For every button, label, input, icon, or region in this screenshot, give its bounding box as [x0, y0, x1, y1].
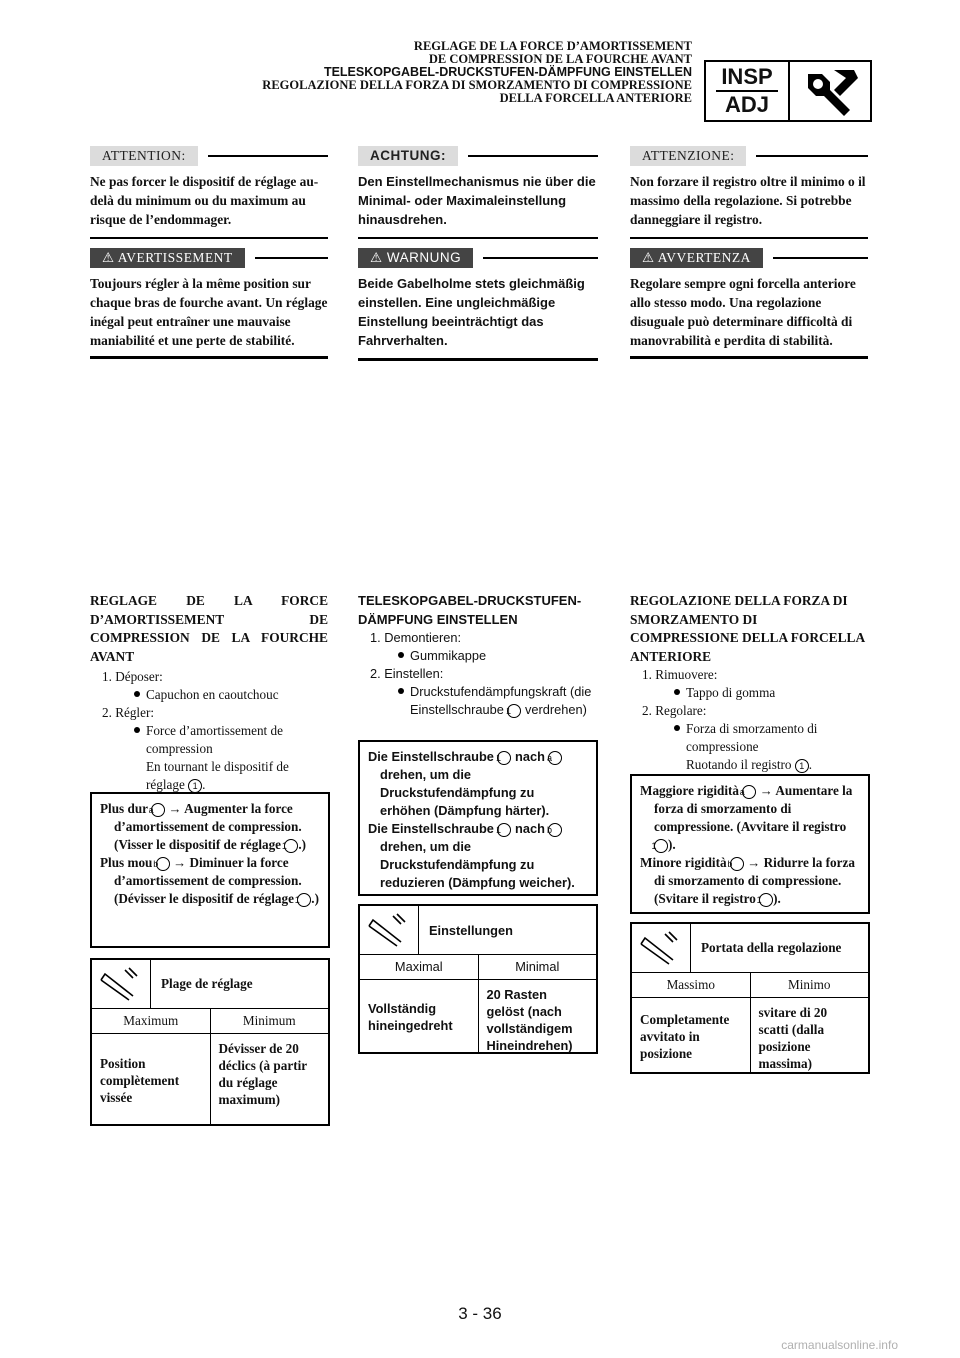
wrench-tool-icon [92, 960, 151, 1008]
it-step-1: 1. Rimuovere: [642, 667, 718, 682]
it-caution-label: ATTENZIONE: [630, 146, 746, 166]
page-number: 3 - 36 [458, 1304, 502, 1323]
warning-triangle-icon: ⚠ [102, 250, 118, 265]
de-table-title: Einstellungen [429, 922, 513, 938]
de-warning-text: Beide Gabelholme stets gleichmäßig einstellen. Eine ungleichmäßige Einstellung beeinträchtigt das Fahrverhalten. [358, 276, 585, 348]
it-val-min: svitare di 20 scatti (dalla posizione massima) [758, 1005, 828, 1071]
de-warning [358, 248, 598, 361]
wrench-tool-icon [360, 906, 419, 954]
fr-warning [90, 248, 328, 359]
de-step-1: 1. Demontieren: [370, 630, 462, 645]
callout-1: 1 [497, 823, 511, 837]
callout-1: 1 [507, 704, 521, 718]
fr-box-hard: Plus dur [100, 801, 148, 816]
fr-warning-text: Toujours régler à la même position sur chaque bras de fourche avant. Un réglage inégal peut entraîner une mauvaise maniabilité et une perte de stabilité. [90, 276, 328, 348]
de-col-max: Maximal [360, 955, 479, 979]
de-step-2-item: Druckstufendämpfungskraft (die Einstellschraube [410, 684, 592, 717]
callout-b: b [548, 823, 562, 837]
fr-section-title: REGLAGE DE LA FORCE D’AMORTISSEMENT DE COMPRESSION DE LA FOURCHE AVANT [90, 593, 328, 664]
wrench-tool-icon [632, 924, 691, 972]
de-col-min: Minimal [515, 959, 560, 974]
it-step-2: 2. Regolare: [642, 703, 707, 718]
fr-step-2-item: Force d’amortissement de compression [146, 723, 283, 756]
it-step-2-sub: Ruotando il registro [686, 757, 792, 772]
callout-a: a [742, 785, 756, 799]
header-line-3: TELESKOPGABEL-DRUCKSTUFEN-DÄMPFUNG EINSTELLEN [323, 65, 692, 79]
fr-procedure: REGLAGE DE LA FORCE D’AMORTISSEMENT DE COMPRESSION DE LA FOURCHE AVANT 1. Déposer: Capuchon en caoutchouc 2. Régler: Force d’amortissement de compression En tournant le dispositif de réglage 1 . [90, 593, 328, 792]
fr-box-hard-desc: → Augmenter la force d’amortissement de compression. (Visser le dispositif de réglage [114, 801, 302, 852]
it-box-soft-desc: → Ridurre la forza di smorzamento di compressione. (Svitare il registro [654, 855, 855, 906]
callout-1: 1 [759, 893, 773, 907]
fr-step-2: 2. Régler: [102, 705, 155, 720]
wrench-icon [790, 62, 870, 120]
it-range-table [630, 922, 870, 1074]
de-val-min: 20 Rasten gelöst (nach vollständigem Hineindrehen) [486, 987, 573, 1053]
fr-step-1-item: Capuchon en caoutchouc [146, 687, 279, 702]
it-table-title: Portata della regolazione [701, 940, 842, 955]
it-procedure: REGOLAZIONE DELLA FORZA DI SMORZAMENTO DI COMPRESSIONE DELLA FORCELLA ANTERIORE 1. Rimuovere: Tappo di gomma 2. Regolare: Forza di smorzamento di compressione Ruotando il registro 1 . [630, 592, 868, 774]
it-box-hard: Maggiore rigidità [640, 783, 740, 798]
de-box-soft-desc: drehen, um die Druckstufendämpfung zu reduzieren (Dämpfung weicher). [380, 839, 575, 890]
page-header [262, 40, 692, 105]
it-step-1-item: Tappo di gomma [686, 685, 776, 700]
callout-1: 1 [188, 779, 202, 793]
it-warning-text: Regolare sempre ogni forcella anteriore allo stesso modo. Una regolazione disuguale può determinare difficoltà di manovrabilità e perdita di stabilità. [630, 276, 856, 348]
fr-step-1: 1. Déposer: [102, 669, 163, 684]
callout-1: 1 [497, 751, 511, 765]
header-line-4: REGOLAZIONE DELLA FORZA DI SMORZAMENTO DI COMPRESSIONE [262, 78, 692, 92]
fr-caution-text: Ne pas forcer le dispositif de réglage au-delà du minimum ou du maximum au risque de l’endommager. [90, 174, 319, 227]
fr-col-max: Maximum [92, 1009, 211, 1033]
it-adjust-box: Maggiore rigidità a → Aumentare la forza di smorzamento di compressione. (Avvitare il registro 1 ). Minore rigidità b → Ridurre la forza di smorzamento di compressione. (Svitare il registro 1 ). [630, 774, 870, 914]
de-warning-label: WARNUNG [386, 250, 462, 265]
it-col-min: Minimo [788, 977, 831, 992]
it-warning [630, 248, 868, 359]
callout-a: a [548, 751, 562, 765]
callout-1: 1 [297, 893, 311, 907]
de-caution-text: Den Einstellmechanismus nie über die Minimal- oder Maximaleinstellung hinausdrehen. [358, 174, 596, 227]
watermark: carmanualsonline.info [781, 1338, 898, 1352]
it-col-max: Massimo [632, 973, 751, 997]
de-procedure [358, 592, 598, 719]
insp-adj-badge [704, 60, 872, 122]
de-val-max: Vollständig hineingedreht [360, 980, 479, 1054]
it-warning-label: AVVERTENZA [657, 250, 751, 265]
it-caution [630, 146, 868, 239]
header-line-1: REGLAGE DE LA FORCE D’AMORTISSEMENT [413, 39, 692, 53]
de-box-hard: Die Einstellschraube [368, 749, 494, 764]
de-caution [358, 146, 598, 239]
it-section-title: REGOLAZIONE DELLA FORZA DI SMORZAMENTO DI COMPRESSIONE DELLA FORCELLA ANTERIORE [630, 593, 865, 664]
callout-b: b [156, 857, 170, 871]
de-step-2-item-end: verdrehen) [525, 702, 587, 717]
fr-table-title: Plage de réglage [161, 976, 253, 991]
it-val-max: Completamente avvitato in posizione [632, 998, 751, 1074]
callout-1: 1 [284, 839, 298, 853]
it-box-soft: Minore rigidità [640, 855, 727, 870]
it-box-hard-desc: → Aumentare la forza di smorzamento di compressione. (Avvitare il registro [654, 783, 853, 834]
warning-triangle-icon: ⚠ [642, 250, 658, 265]
fr-range-table [90, 958, 330, 1126]
callout-a: a [151, 803, 165, 817]
it-caution-text: Non forzare il registro oltre il minimo o il massimo della regolazione. Si potrebbe danneggiare il registro. [630, 174, 866, 227]
de-range-table [358, 904, 598, 1054]
header-line-5: DELLA FORCELLA ANTERIORE [499, 91, 692, 105]
de-box-hard-desc: drehen, um die Druckstufendämpfung zu erhöhen (Dämpfung härter). [380, 767, 550, 818]
warning-triangle-icon: ⚠ [370, 250, 387, 265]
fr-col-min: Minimum [242, 1013, 296, 1028]
badge-top-text: INSP [721, 64, 773, 89]
fr-adjust-box: Plus dur a → Augmenter la force d’amortissement de compression. (Visser le dispositif de réglage 1 .) Plus mou b → Diminuer la force d’amortissement de compression. (Dévisser le dispositif de réglage 1 .) [90, 792, 330, 948]
de-step-1-item: Gummikappe [410, 648, 487, 663]
callout-1: 1 [795, 759, 809, 773]
fr-caution [90, 146, 328, 239]
fr-step-2-sub: En tournant le dispositif de réglage [146, 759, 289, 792]
callout-b: b [730, 857, 744, 871]
de-section-title: TELESKOPGABEL-DRUCKSTUFEN-DÄMPFUNG EINSTELLEN [358, 593, 582, 627]
fr-warning-label: AVERTISSEMENT [117, 250, 233, 265]
de-adjust-box: Die Einstellschraube 1 nach a drehen, um die Druckstufendämpfung zu erhöhen (Dämpfung härter). Die Einstellschraube 1 nach b drehen, um die Druckstufendämpfung zu reduzieren (Dämpfung weicher). [358, 740, 598, 896]
de-caution-label: ACHTUNG: [358, 146, 458, 166]
callout-1: 1 [654, 839, 668, 853]
de-step-2: 2. Einstellen: [370, 666, 444, 681]
fr-val-min: Dévisser de 20 déclics (à partir du réglage maximum) [218, 1041, 307, 1107]
fr-caution-label: ATTENTION: [90, 146, 198, 166]
fr-box-soft-desc: → Diminuer la force d’amortissement de compression. (Dévisser le dispositif de réglage [114, 855, 302, 906]
it-step-2-item: Forza di smorzamento di compressione [686, 721, 818, 754]
fr-box-soft: Plus mou [100, 855, 153, 870]
fr-val-max: Position complètement vissée [92, 1034, 211, 1126]
badge-bottom-text: ADJ [724, 92, 769, 117]
header-line-2: DE COMPRESSION DE LA FOURCHE AVANT [428, 52, 692, 66]
de-box-soft: Die Einstellschraube [368, 821, 494, 836]
